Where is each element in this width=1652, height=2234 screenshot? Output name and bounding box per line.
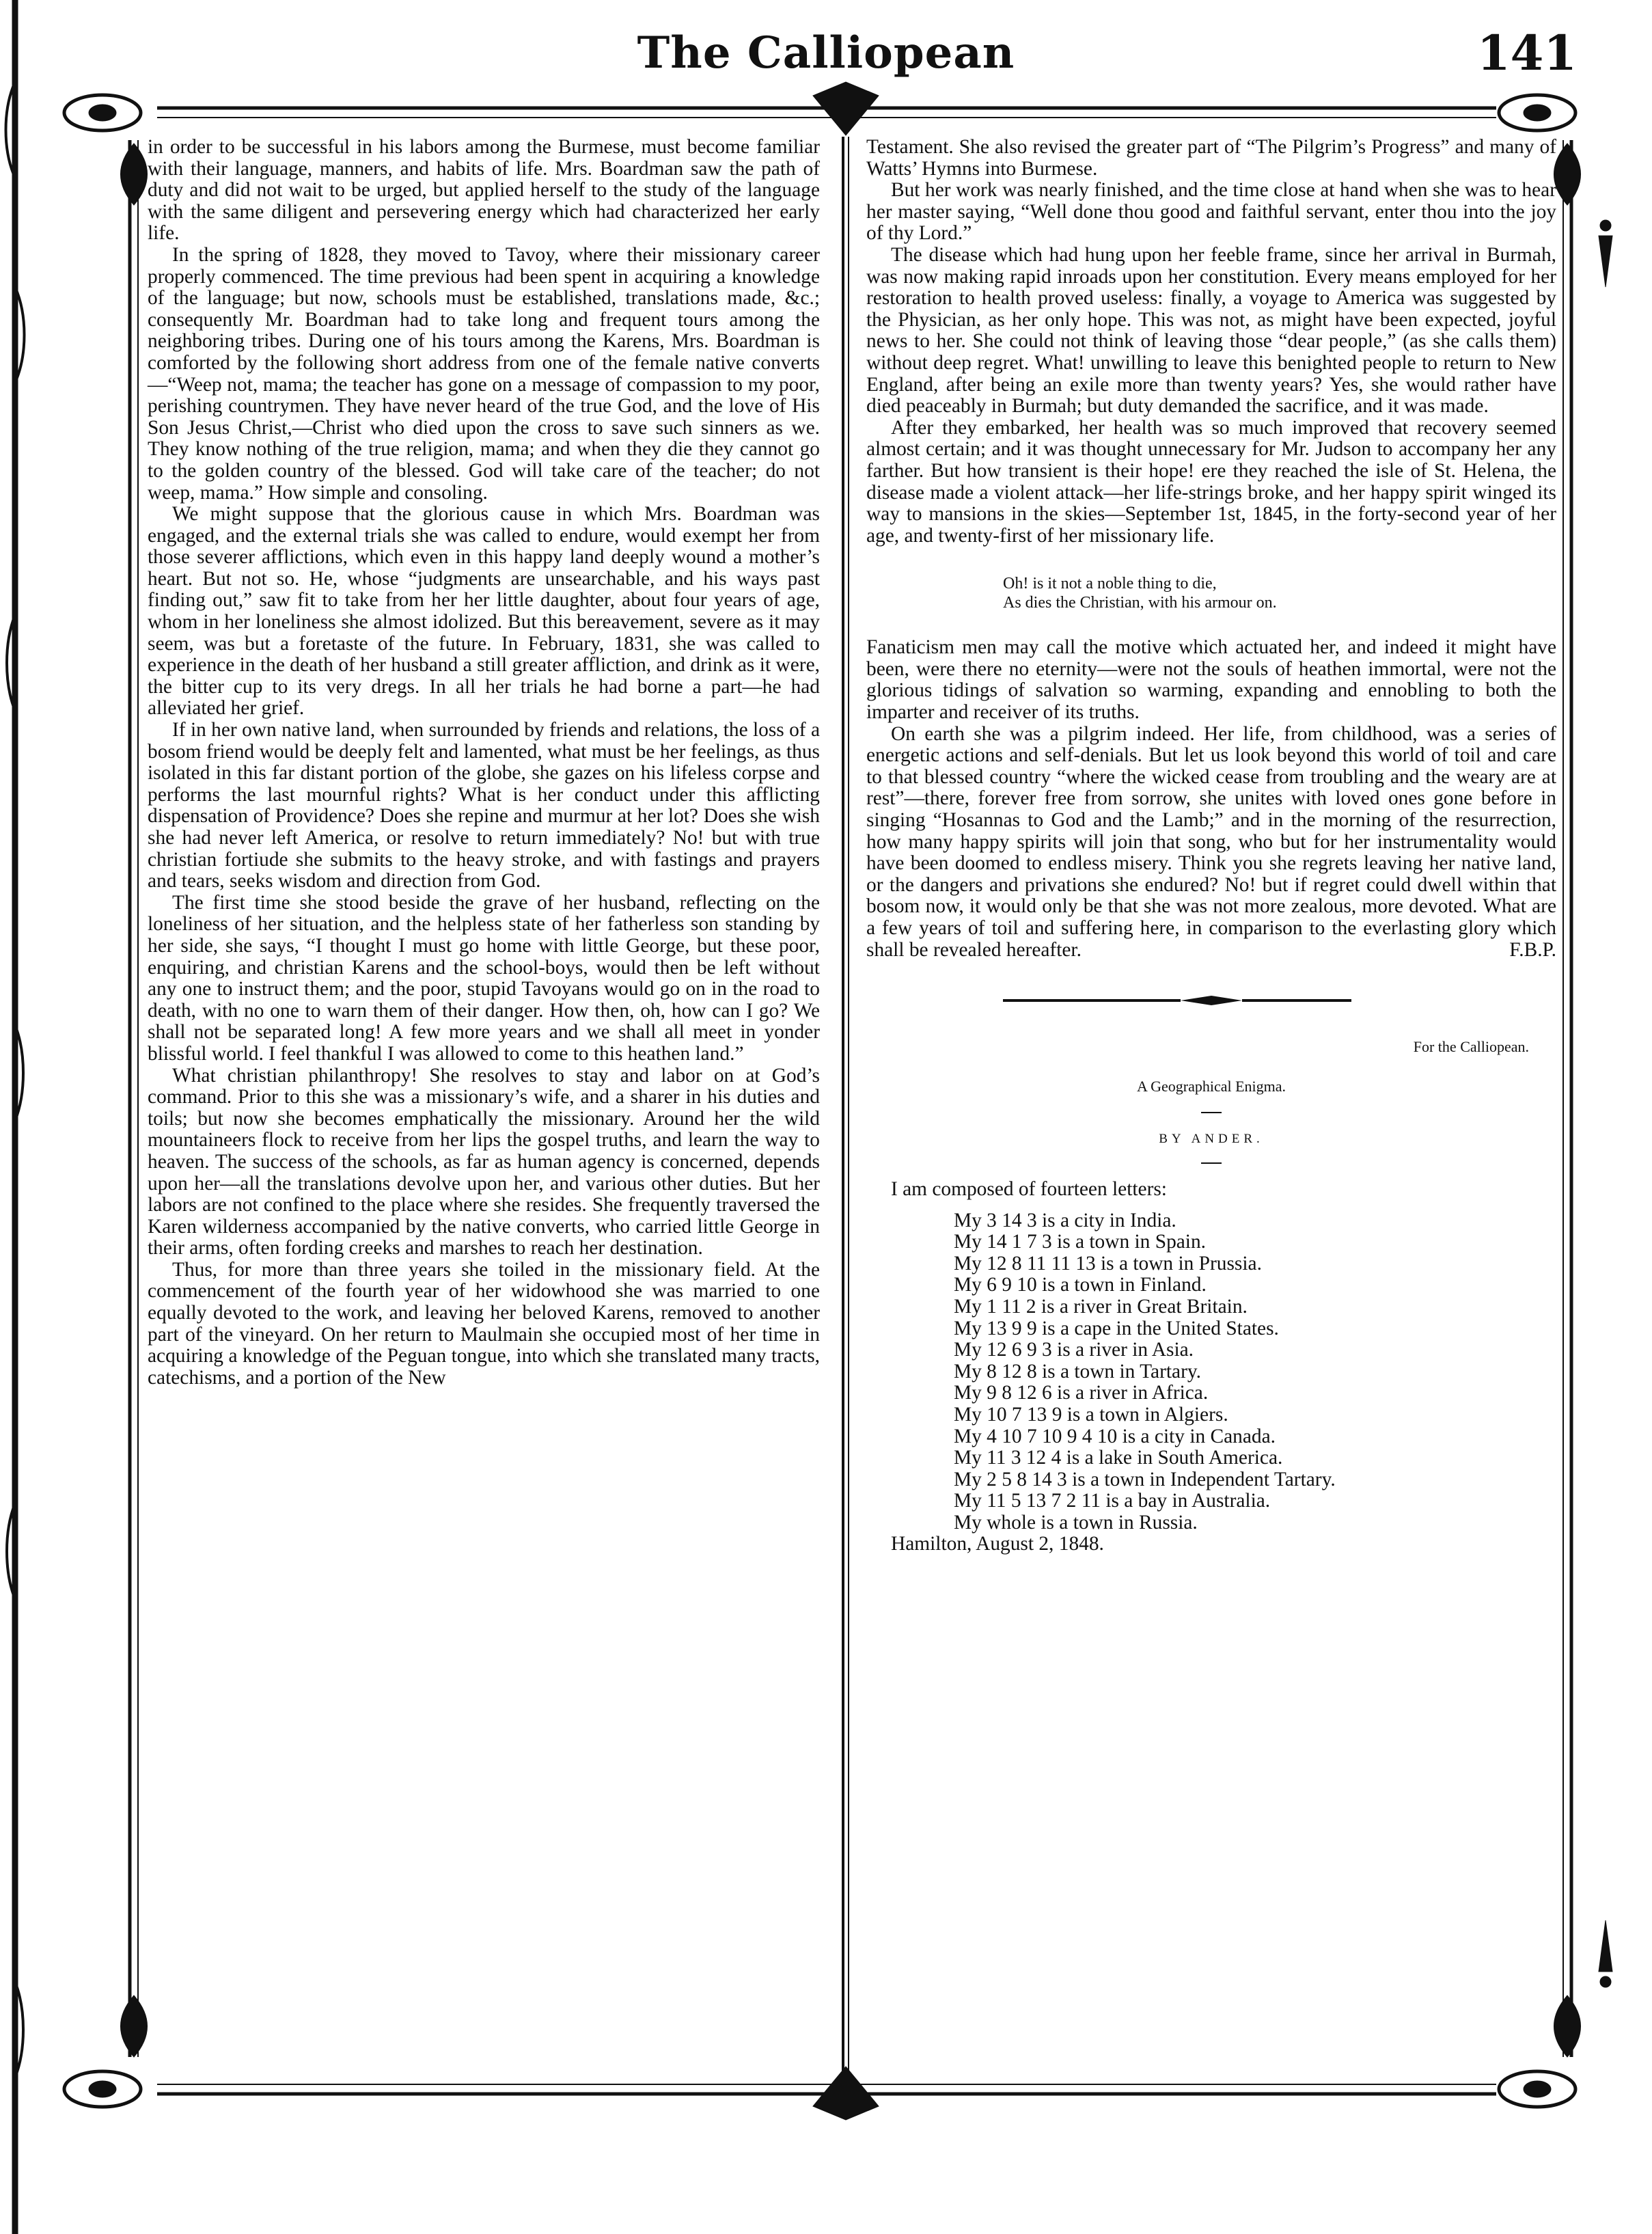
right-paragraph-1: Testament. She also revised the greater part of “The Pilgrim’s Progress” and many of Watts’ Hymns into Burmese. — [866, 136, 1556, 180]
enigma-byline: BY ANDER. — [1159, 1132, 1264, 1147]
left-paragraph-7: Thus, for more than three years she toiled in the missionary field. At the commencement of the fourth year of her widowhood she was married to one equally devoted to the work, and leaving her beloved Karens, removed to another part of the vineyard. On her return to Maulmain she occupied most of her time in acquiring a knowledge of the Peguan tongue, into which she translated many tracts, catechisms, and a portion of the New — [148, 1258, 820, 1389]
journal-title: The Calliopean — [637, 27, 1015, 79]
right-paragraph-5: Fanaticism men may call the motive which actuated her, and indeed it might have been, were there no eternity—were not the souls of heathen immortal, were not the glorious tidings of salvation so warming, expanding and ennobling to both the imparter and receiver of its truths. — [866, 636, 1556, 724]
enigma-clue: My whole is a town in Russia. — [954, 1511, 1198, 1534]
enigma-clue-list — [866, 1210, 1556, 1534]
enigma-clue: My 2 5 8 14 3 is a town in Independent Tartary. — [954, 1468, 1336, 1490]
enigma-clue: My 13 9 9 is a cape in the United States. — [954, 1317, 1279, 1339]
enigma-clue: My 14 1 7 3 is a town in Spain. — [954, 1231, 1207, 1253]
left-column — [148, 137, 820, 1389]
enigma-intro: I am composed of fourteen letters: — [891, 1177, 1167, 1200]
short-rule-1 — [1201, 1112, 1222, 1113]
enigma-clue: My 3 14 3 is a city in India. — [954, 1209, 1176, 1231]
right-paragraph-4: After they embarked, her health was so much improved that recovery seemed almost certain; and it was thought unnecessary for Mr. Judson to accompany her any farther. But how transient is their hope! ere they reached the isle of St. Helena, the disease made a violent attack—her life-strings broke, and her happy spirit winged its way to mansions in the skies—September 1st, 1845, in the forty-second year of her age, and twenty-first of her missionary life. — [866, 416, 1556, 547]
verse-quotation — [1003, 574, 1556, 612]
left-paragraph-1: in order to be successful in his labors among the Burmese, must become familiar with their language, manners, and habits of life. Mrs. Boardman saw the path of duty and did not wait to be urged, but applied herself to the study of the language with the same diligent and persevering energy which had characterized her early life. — [148, 136, 820, 245]
enigma-title: A Geographical Enigma. — [1136, 1077, 1286, 1095]
enigma-clue: My 4 10 7 10 9 4 10 is a city in Canada. — [954, 1425, 1276, 1447]
right-paragraph-6-text: On earth she was a pilgrim indeed. Her life, from childhood, was a series of energetic actions and self-denials. But let us look beyond this world of toil and care to that blessed country “where the wicked cease from troubling and the weary are at rest”—there, forever free from sorrow, she unites with loved ones gone before in singing “Hosannas to God and the Lamb;” and in the morning of the resurrection, how many happy spirits will join that song, who but for her instrumentality would have been doomed to endless misery. Think you she regrets leaving her native land, or the dangers and privations she endured? No! but if regret could dwell within that bosom now, it would only be that she was not more zealous, more devoted. What are a few years of toil and suffering here, in comparison to the everlasting glory which shall be revealed hereafter. — [866, 722, 1556, 961]
left-paragraph-3: We might suppose that the glorious cause in which Mrs. Boardman was engaged, and the external trials she was called to endure, would exempt her from those severer afflictions, which even in this happy land deeply wound a mother’s heart. But not so. He, whose “judgments are unsearchable, and his ways past finding out,” saw fit to take from her her little daughter, about four years of age, whom in her loneliness she almost idolized. But this bereavement, severe as it may seem, was but a foretaste of the future. In February, 1831, she was called to experience in the death of her husband a still greater affliction, and drink as it were, the bitter cup to its very dregs. In all her trials he had borne a part—he had alleviated her grief. — [148, 503, 820, 720]
section-divider — [866, 991, 1556, 1005]
dateline: Hamilton, August 2, 1848. — [891, 1533, 1104, 1555]
right-column — [866, 137, 1556, 1555]
right-paragraph-6 — [866, 724, 1556, 962]
left-paragraph-2: In the spring of 1828, they moved to Tavoy, where their missionary career properly commenced. The time previous had been spent in acquiring a knowledge of the language; but now, schools must be established, translations made, &c.; consequently Mr. Boardman had to take long and frequent tours among the neighboring tribes. During one of his tours among the Karens, Mrs. Boardman is comforted by the following short address from one of the female native converts—“Weep not, mama; the teacher has gone on a message of compassion to my poor, perishing countrymen. They have never heard of the true God, and the love of His Son Jesus Christ,—Christ who died upon the cross to save such sinners as we. They know nothing of the true religion, mama; and when they die they cannot go to the golden country of the blessed. God will take care of the teacher; do not weep, mama.” How simple and consoling. — [148, 243, 820, 504]
right-paragraph-2: But her work was nearly finished, and the time close at hand when she was to hear her master saying, “Well done thou good and faithful servant, enter thou into the joy of thy Lord.” — [866, 179, 1556, 245]
enigma-clue: My 12 8 11 11 13 is a town in Prussia. — [954, 1252, 1262, 1275]
short-rule-2 — [1201, 1162, 1222, 1164]
enigma-clue: My 11 5 13 7 2 11 is a bay in Australia. — [954, 1490, 1271, 1512]
verse-line-1: Oh! is it not a noble thing to die, — [1003, 575, 1217, 593]
left-paragraph-6: What christian philanthropy! She resolves to stay and labor on at God’s command. Prior to this she was a missionary’s wife, and a sharer in his duties and toils; but now she becomes emphatically the missionary. Around her the wild mountaineers flock to receive from her lips the gospel truths, and learn the way to heaven. The success of the schools, as far as human agency is concerned, depends upon her—all the translations devolve upon her, and various other duties. But her labors are not confined to the place where she resides. She frequently traversed the Karen wilderness accompanied by the native converts, who carried little George in their arms, often fording creeks and marshes to reach her destination. — [148, 1064, 820, 1259]
right-paragraph-3: The disease which had hung upon her feeble frame, since her arrival in Burmah, was now making rapid inroads upon her constitution. Every means employed for her restoration to health proved useless: finally, a voyage to America was suggested by the Physician, as her only hope. This was not, as might have been expected, joyful news to her. She could not think of leaving those “dear people,” (as she calls them) without deep regret. What! unwilling to leave this benighted people to return to New England, after being an exile more than twenty years? Yes, she would rather have died peaceably in Burmah; but duty demanded the sacrifice, and it was made. — [866, 243, 1556, 418]
author-signature: F.B.P. — [1509, 938, 1556, 961]
enigma-clue: My 12 6 9 3 is a river in Asia. — [954, 1339, 1194, 1361]
enigma-clue: My 9 8 12 6 is a river in Africa. — [954, 1382, 1209, 1404]
for-the-calliopean: For the Calliopean. — [1413, 1038, 1529, 1056]
verse-line-2: As dies the Christian, with his armour on. — [1003, 594, 1277, 612]
enigma-clue: My 10 7 13 9 is a town in Algiers. — [954, 1403, 1228, 1426]
enigma-clue: My 1 11 2 is a river in Great Britain. — [954, 1295, 1248, 1318]
enigma-clue: My 6 9 10 is a town in Finland. — [954, 1274, 1207, 1296]
page-number: 141 — [1476, 25, 1577, 81]
left-paragraph-5: The first time she stood beside the grave of her husband, reflecting on the loneliness of her situation, and the helpless state of her fatherless son standing by her side, she says, “I thought I must go home with little George, but these poor, enquiring, and christian Karens and the school-boys, would then be left without any one to instruct them; and the poor, stupid Tavoyans would go on in the road to death, with no one to warn them of their danger. How then, oh, how can I go? We shall not be separated long! A few more years and we shall all meet in yonder blissful world. I feel thankful I was allowed to come to this heathen land.” — [148, 891, 820, 1065]
enigma-clue: My 8 12 8 is a town in Tartary. — [954, 1360, 1202, 1382]
enigma-clue: My 11 3 12 4 is a lake in South America. — [954, 1447, 1283, 1469]
left-paragraph-4: If in her own native land, when surrounded by friends and relations, the loss of a bosom friend would be deeply felt and lamented, what must be her feelings, as thus isolated in this far distant portion of the globe, she gazes on his lifeless corpse and performs the last mournful rights? What is her conduct under this afflicting dispensation of Providence? Does she repine and murmur at her lot? Does she wish she had never left America, or resolve to return immediately? No! but with true christian fortiude she submits to the heavy stroke, and with fastings and prayers and tears, seeks wisdom and direction from God. — [148, 719, 820, 893]
